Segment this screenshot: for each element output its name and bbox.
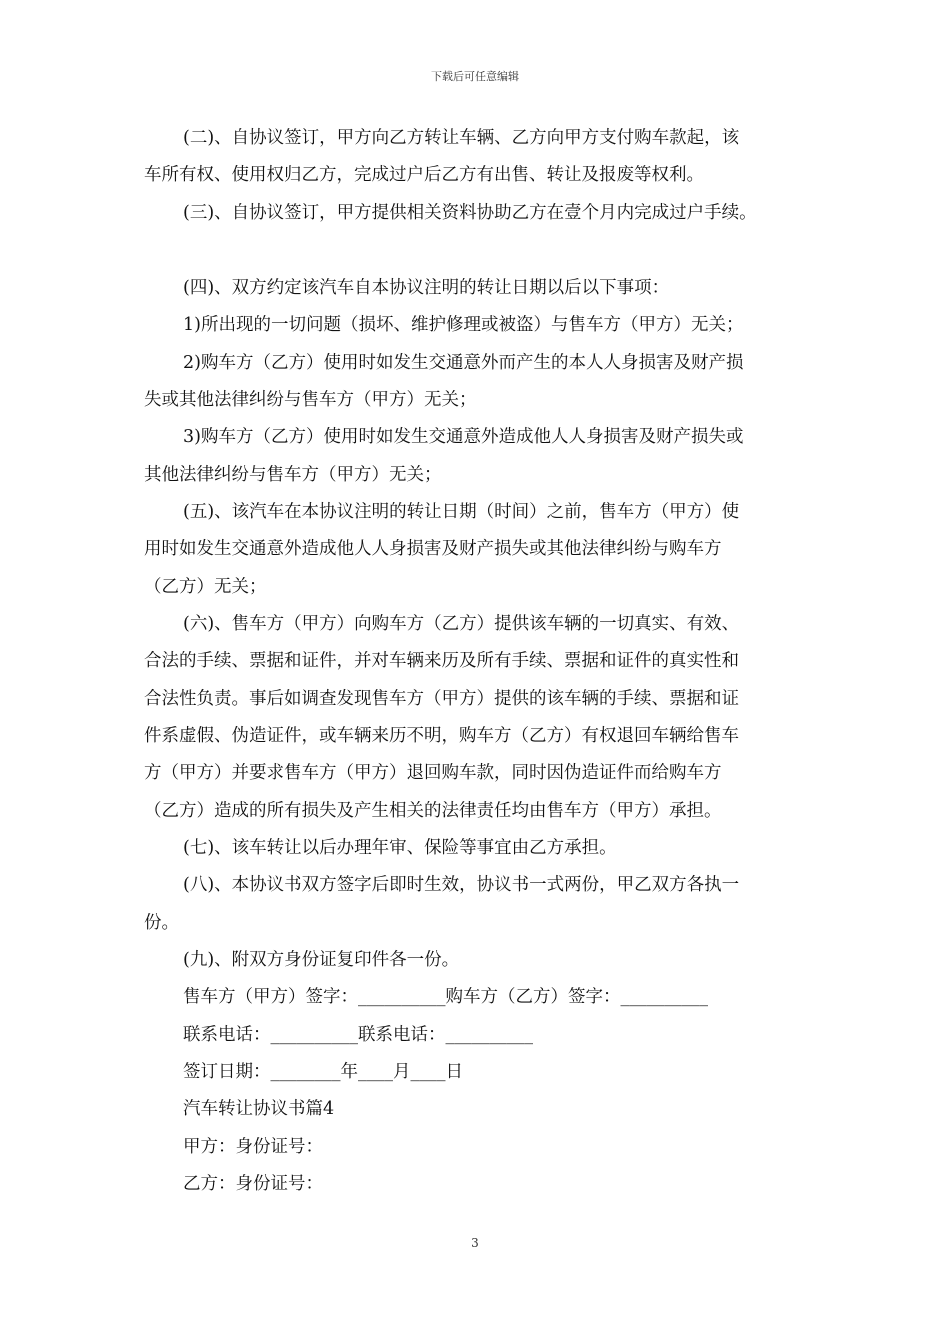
clause-6-line-5: 方（甲方）并要求售车方（甲方）退回购车款，同时因伪造证件而给购车方 [144,763,722,783]
clause-6-line-2: 合法的手续、票据和证件，并对车辆来历及所有手续、票据和证件的真实性和 [144,651,739,671]
clause-4-line-1: (四)、双方约定该汽车自本协议注明的转让日期以后以下事项： [183,278,670,298]
clause-5-line-2: 用时如发生交通意外造成他人人身损害及财产损失或其他法律纠纷与购车方 [144,539,722,559]
clause-5-line-3: （乙方）无关； [144,577,267,597]
clause-8-line-2: 份。 [144,913,179,933]
phone-line: 联系电话：__________联系电话：__________ [183,1025,533,1045]
party-a-line: 甲方：身份证号： [183,1137,323,1157]
page-number: 3 [471,1236,479,1250]
sign-date-line: 签订日期：________年____月____日 [183,1062,463,1082]
clause-4-item-2-line-2: 失或其他法律纠纷与售车方（甲方）无关； [144,390,477,410]
clause-3-line-1: (三)、自协议签订，甲方提供相关资料协助乙方在壹个月内完成过户手续。 [183,203,757,223]
clause-6-line-4: 件系虚假、伪造证件，或车辆来历不明，购车方（乙方）有权退回车辆给售车 [144,726,739,746]
clause-7-line-1: (七)、该车转让以后办理年审、保险等事宜由乙方承担。 [183,838,617,858]
section-title: 汽车转让协议书篇4 [183,1099,335,1119]
clause-2-line-1: (二)、自协议签订，甲方向乙方转让车辆、乙方向甲方支付购车款起，该 [183,128,740,148]
clause-6-line-1: (六)、售车方（甲方）向购车方（乙方）提供该车辆的一切真实、有效、 [183,614,740,634]
clause-8-line-1: (八)、本协议书双方签字后即时生效，协议书一式两份，甲乙双方各执一 [183,875,740,895]
clause-4-item-3-line-2: 其他法律纠纷与售车方（甲方）无关； [144,465,442,485]
clause-6-line-6: （乙方）造成的所有损失及产生相关的法律责任均由售车方（甲方）承担。 [144,801,722,821]
clause-4-item-3-line-1: 3)购车方（乙方）使用时如发生交通意外造成他人人身损害及财产损失或 [183,427,744,447]
clause-9-line-1: (九)、附双方身份证复印件各一份。 [183,950,460,970]
clause-4-item-2-line-1: 2)购车方（乙方）使用时如发生交通意外而产生的本人人身损害及财产损 [183,353,744,373]
clause-5-line-1: (五)、该汽车在本协议注明的转让日期（时间）之前，售车方（甲方）使 [183,502,740,522]
clause-2-line-2: 车所有权、使用权归乙方，完成过户后乙方有出售、转让及报废等权利。 [144,165,704,185]
page-header: 下载后可任意编辑 [431,70,519,83]
party-b-line: 乙方：身份证号： [183,1174,323,1194]
clause-4-item-1: 1)所出现的一切问题（损坏、维护修理或被盗）与售车方（甲方）无关； [183,315,744,335]
clause-6-line-3: 合法性负责。事后如调查发现售车方（甲方）提供的该车辆的手续、票据和证 [144,689,739,709]
signature-line: 售车方（甲方）签字：__________购车方（乙方）签字：__________ [183,987,708,1007]
